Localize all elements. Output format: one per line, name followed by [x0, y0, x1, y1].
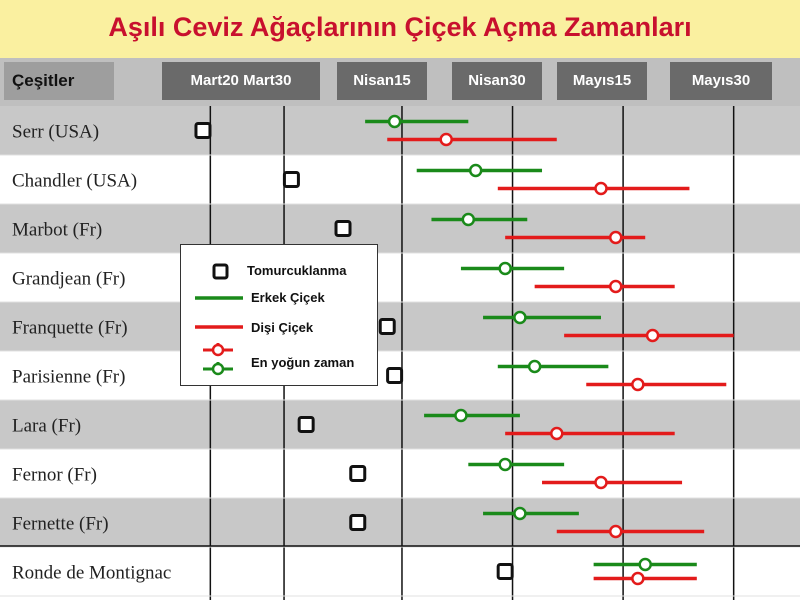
legend-peak-male-symbol [203, 362, 233, 374]
female-peak-marker [551, 428, 562, 439]
varieties-column-header: Çeşitler [4, 62, 114, 100]
female-peak-marker [610, 526, 621, 537]
female-peak-marker [632, 573, 643, 584]
legend-peak-female-symbol [203, 343, 233, 355]
male-peak-marker [470, 165, 481, 176]
date-header-mayis30: Mayıs30 [670, 62, 772, 100]
variety-name: Parisienne (Fr) [12, 366, 126, 388]
date-label-mart20: Mart20 [190, 72, 239, 89]
bud-marker [351, 467, 365, 481]
female-peak-marker [632, 379, 643, 390]
legend-bud-symbol [214, 265, 227, 278]
variety-name: Marbot (Fr) [12, 219, 103, 241]
female-peak-marker [610, 281, 621, 292]
variety-name: Serr (USA) [12, 121, 100, 143]
row-background [0, 400, 800, 449]
female-peak-marker [441, 134, 452, 145]
bud-marker [336, 222, 350, 236]
legend-peak-label: En yoğun zaman [251, 355, 355, 370]
legend-bud-label: Tomurcuklanma [247, 263, 347, 278]
male-peak-marker [514, 312, 525, 323]
variety-name: Grandjean (Fr) [12, 268, 126, 290]
male-peak-marker [500, 263, 511, 274]
bud-marker [284, 173, 298, 187]
male-peak-marker [529, 361, 540, 372]
date-header-nisan30: Nisan30 [452, 62, 542, 100]
variety-name: Ronde de Montignac [12, 562, 172, 584]
variety-name: Fernette (Fr) [12, 513, 109, 535]
bud-marker [196, 124, 210, 138]
bud-marker [299, 418, 313, 432]
male-peak-marker [514, 508, 525, 519]
female-peak-marker [595, 183, 606, 194]
variety-name: Fernor (Fr) [12, 464, 97, 486]
female-peak-marker [595, 477, 606, 488]
male-peak-marker [500, 459, 511, 470]
bud-marker [498, 565, 512, 579]
row-background [0, 106, 800, 155]
row-background [0, 449, 800, 498]
bud-marker [388, 369, 402, 383]
variety-name: Chandler (USA) [12, 170, 138, 192]
legend-female-label: Dişi Çiçek [251, 320, 314, 335]
male-peak-marker [640, 559, 651, 570]
date-header-nisan15: Nisan15 [337, 62, 427, 100]
bud-marker [351, 516, 365, 530]
female-peak-marker [610, 232, 621, 243]
male-peak-marker [463, 214, 474, 225]
legend-male-label: Erkek Çiçek [251, 290, 325, 305]
row-background [0, 204, 800, 253]
bud-marker [380, 320, 394, 334]
female-peak-marker [647, 330, 658, 341]
row-background [0, 498, 800, 547]
date-header-mayis15: Mayıs15 [557, 62, 647, 100]
male-peak-marker [389, 116, 400, 127]
variety-name: Lara (Fr) [12, 415, 82, 437]
chart-title: Aşılı Ceviz Ağaçlarının Çiçek Açma Zamanları [108, 12, 692, 42]
variety-name: Franquette (Fr) [12, 317, 128, 339]
male-peak-marker [455, 410, 466, 421]
date-label-mart30: Mart30 [243, 72, 292, 89]
legend [180, 244, 378, 386]
